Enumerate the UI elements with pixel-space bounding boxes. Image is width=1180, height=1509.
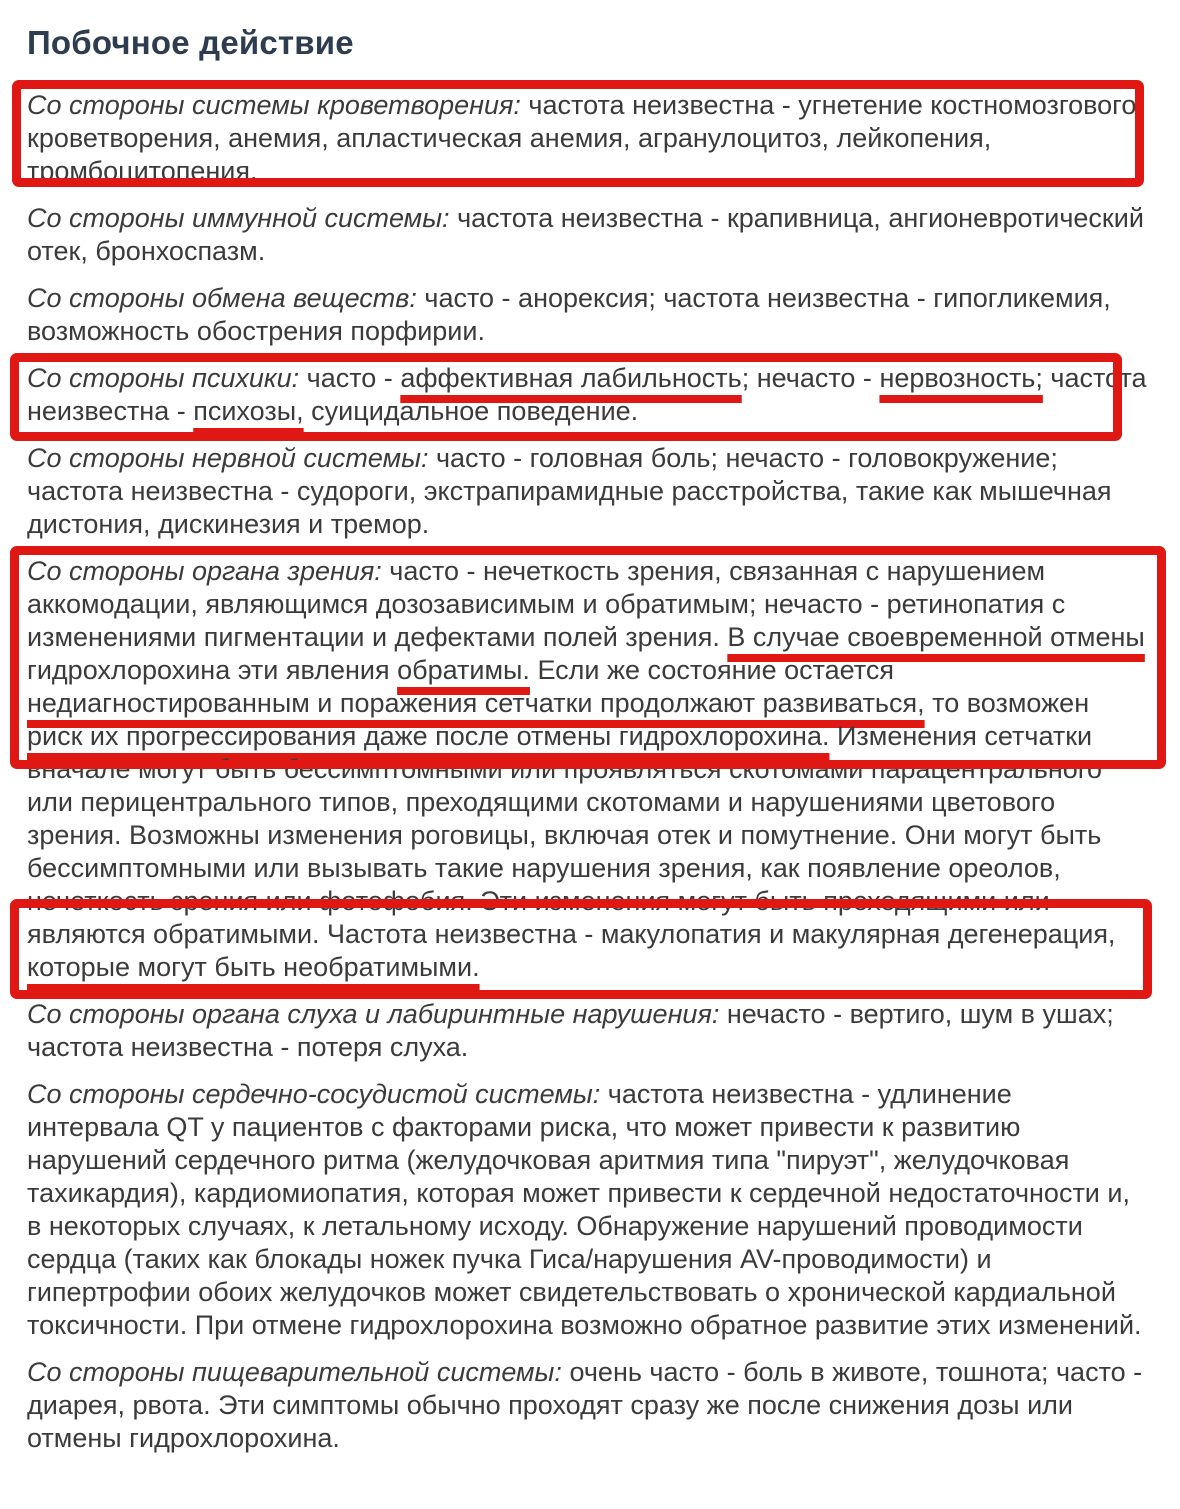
text-segment: часто -	[299, 363, 401, 393]
system-lead-vision: Со стороны органа зрения:	[27, 556, 382, 586]
system-lead-psyche: Со стороны психики:	[27, 363, 300, 393]
text-segment: то возможен	[924, 688, 1090, 718]
text-segment: частота неизвестна - удлинение интервала QT у пациентов с факторами риска, что может привести к развитию нарушений сердечного ритма (желудочковая аритмия типа "пируэт", желудочковая тахикардия), кардиомиопатия, которая может привести к сердечной недостаточности и, в некоторых случаях, к летальному исходу. Обнаружение нарушений проводимости сердца (таких как блокады ножек пучка Гиса/нарушения AV-проводимости) и гипертрофии обоих желудочков может свидетельствовать о хронической кардиальной токсичности. При отмене гидрохлорохина возможно обратное развитие этих изменений.	[27, 1079, 1142, 1340]
red-underline-affective-lability: аффективная лабильность	[400, 363, 742, 393]
text-segment: нечасто - вертиго, шум в ушах; частота неизвестна - потеря слуха.	[27, 999, 1114, 1062]
red-underline-timely-withdrawal: В случае своевременной отмены	[727, 622, 1145, 652]
paragraph-text-hearing	[27, 998, 1149, 1064]
paragraph-vision	[27, 555, 1152, 984]
red-underline-undiagnosed-retina-progression: недиагностированным и поражения сетчатки продолжают развиваться,	[27, 688, 925, 718]
system-lead-immune: Со стороны иммунной системы:	[27, 203, 450, 233]
paragraph-text-cardiovascular	[27, 1078, 1149, 1342]
paragraph-hematopoietic	[27, 89, 1152, 188]
text-segment: часто - головная боль; нечасто - головокружение; частота неизвестна - судороги, экстрапирамидные расстройства, такие как мышечная дистония, дискинезия и тремор.	[27, 443, 1112, 539]
text-segment: часто - нечеткость зрения, связанная с нарушением аккомодации, являющимся дозозависимым и обратимым; нечасто - ретинопатия с изменениями пигментации и дефектами полей зрения.	[27, 556, 1066, 652]
system-lead-metabolism: Со стороны обмена веществ:	[27, 283, 417, 313]
system-lead-cardiovascular: Со стороны сердечно-сосудистой системы:	[27, 1079, 601, 1109]
paragraph-metabolism	[27, 282, 1152, 348]
paragraph-text-vision	[27, 555, 1149, 984]
system-lead-hematopoietic: Со стороны системы кроветворения:	[27, 90, 521, 120]
paragraph-digestive	[27, 1356, 1152, 1455]
text-segment: частота неизвестна -	[27, 363, 1147, 426]
text-segment: Изменения сетчатки вначале могут быть бессимптомными или проявляться скотомами парацентрального или перицентрального типов, преходящими скотомами и нарушениями цветового зрения. Возможны изменения роговицы, включая отек и помутнение. Они могут быть бессимптомными или вызывать такие нарушения зрения, как появление ореолов, нечеткость зрения или фотофобия. Эти изменения могут быть преходящими или являются обратимыми. Частота неизвестна - макулопатия и макулярная дегенерация,	[27, 721, 1116, 949]
text-segment: суицидальное поведение.	[303, 396, 639, 426]
paragraph-text-digestive	[27, 1356, 1149, 1455]
paragraph-text-metabolism	[27, 282, 1149, 348]
system-lead-digestive: Со стороны пищеварительной системы:	[27, 1357, 562, 1387]
page-title: Побочное действие	[27, 24, 354, 61]
red-underline-reversible: обратимы.	[397, 655, 530, 685]
system-lead-hearing: Со стороны органа слуха и лабиринтные нарушения:	[27, 999, 720, 1029]
text-segment: Если же состояние остается	[529, 655, 894, 685]
red-underline-psychoses: психозы,	[193, 396, 304, 426]
paragraph-cardiovascular	[27, 1078, 1152, 1342]
red-underline-nervousness: нервозность;	[879, 363, 1043, 393]
paragraph-text-hematopoietic	[27, 89, 1149, 188]
text-segment: гидрохлорохина эти явления	[27, 655, 398, 685]
text-segment: ; нечасто -	[741, 363, 880, 393]
red-underline-irreversible-macular: которые могут быть необратимыми.	[27, 952, 480, 982]
paragraph-nervous	[27, 442, 1152, 541]
paragraph-immune	[27, 202, 1152, 268]
system-lead-nervous: Со стороны нервной системы:	[27, 443, 429, 473]
paragraph-text-immune	[27, 202, 1149, 268]
paragraph-hearing	[27, 998, 1152, 1064]
text-segment: часто - анорексия; частота неизвестна - гипогликемия, возможность обострения порфирии.	[27, 283, 1111, 346]
paragraph-psyche	[27, 362, 1152, 428]
text-segment: частота неизвестна - угнетение костномозгового кроветворения, анемия, апластическая анемия, агранулоцитоз, лейкопения, тромбоцитопения.	[27, 90, 1137, 186]
paragraph-text-nervous	[27, 442, 1149, 541]
red-underline-progression-risk: риск их прогрессирования даже после отмены гидрохлорохина.	[27, 721, 830, 751]
text-segment: очень часто - боль в животе, тошнота; часто - диарея, рвота. Эти симптомы обычно проходят сразу же после снижения дозы или отмены гидрохлорохина.	[27, 1357, 1143, 1453]
text-segment: частота неизвестна - крапивница, ангионевротический отек, бронхоспазм.	[27, 203, 1144, 266]
paragraph-text-psyche	[27, 362, 1149, 428]
